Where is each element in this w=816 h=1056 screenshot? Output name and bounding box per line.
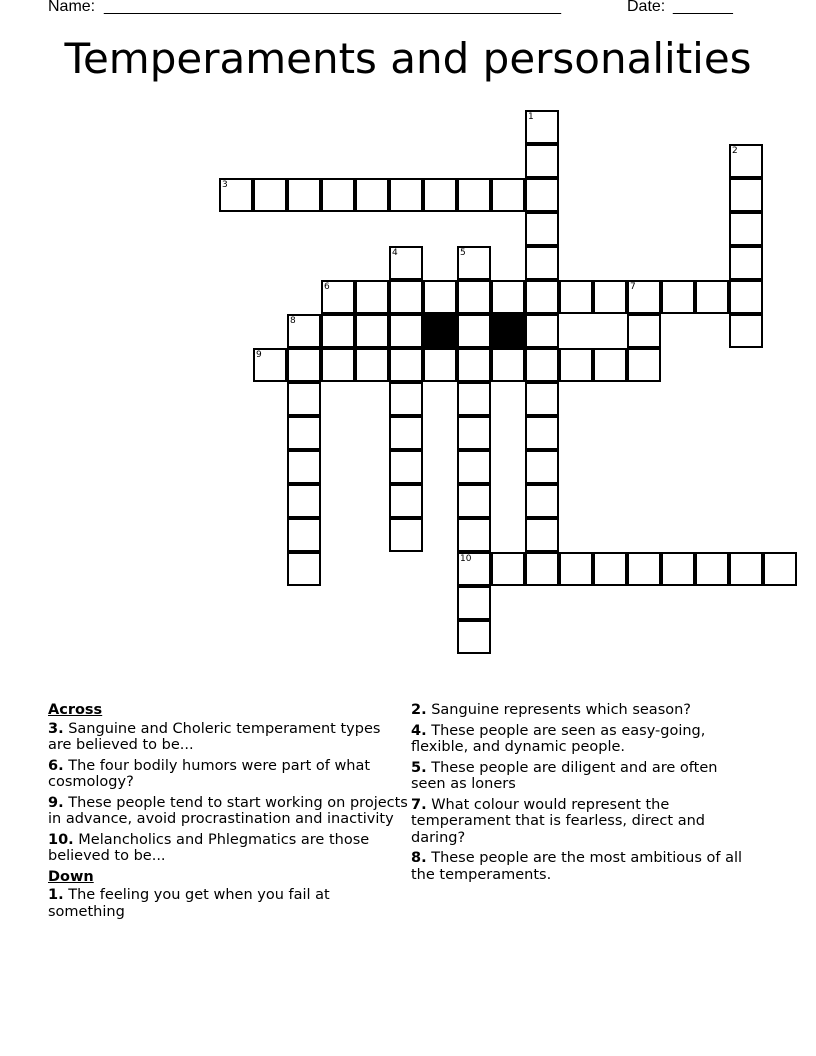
grid-cell[interactable]: [389, 246, 423, 280]
clue-number: 9.: [48, 794, 64, 811]
cell-number: 8: [290, 316, 296, 326]
grid-cell[interactable]: [525, 212, 559, 246]
grid-cell[interactable]: [457, 484, 491, 518]
clue-text: Sanguine and Choleric temperament types are believed to be...: [48, 720, 381, 753]
grid-cell[interactable]: [559, 552, 593, 586]
down-clue-list-right: [411, 702, 751, 883]
grid-cell[interactable]: [729, 144, 763, 178]
clue-number: 3.: [48, 720, 64, 737]
grid-cell[interactable]: [729, 280, 763, 314]
grid-cell[interactable]: [355, 178, 389, 212]
cell-number: 6: [324, 282, 330, 292]
grid-cell[interactable]: [389, 348, 423, 382]
date-label: Date:: [627, 0, 666, 15]
grid-cell[interactable]: [559, 348, 593, 382]
clue-number: 5.: [411, 759, 427, 776]
grid-cell[interactable]: [729, 246, 763, 280]
clue-item: [48, 795, 408, 828]
clue-text: Sanguine represents which season?: [431, 702, 692, 718]
grid-cell[interactable]: [661, 280, 695, 314]
grid-cell[interactable]: [389, 382, 423, 416]
grid-cell[interactable]: [321, 314, 355, 348]
clue-item: [411, 702, 751, 719]
grid-cell[interactable]: [423, 348, 457, 382]
name-field-line[interactable]: _______________________________________________________: [104, 0, 561, 15]
grid-cell[interactable]: [525, 314, 559, 348]
grid-cell[interactable]: [389, 280, 423, 314]
clue-item: [411, 723, 751, 756]
grid-cell[interactable]: [389, 416, 423, 450]
grid-cell[interactable]: [355, 348, 389, 382]
grid-cell[interactable]: [287, 450, 321, 484]
grid-cell[interactable]: [593, 280, 627, 314]
cell-number: 5: [460, 248, 466, 258]
grid-cell[interactable]: [253, 178, 287, 212]
grid-cell[interactable]: [287, 518, 321, 552]
grid-cell[interactable]: [627, 552, 661, 586]
clue-item: [48, 721, 408, 754]
grid-cell[interactable]: [695, 280, 729, 314]
grid-cell[interactable]: [627, 280, 661, 314]
grid-cell[interactable]: [525, 552, 559, 586]
grid-cell[interactable]: [287, 416, 321, 450]
grid-cell[interactable]: [457, 518, 491, 552]
clue-number: 7.: [411, 796, 427, 813]
clue-text: The feeling you get when you fail at something: [48, 887, 330, 920]
clue-item: [48, 758, 408, 791]
grid-cell[interactable]: [729, 552, 763, 586]
grid-cell[interactable]: [457, 348, 491, 382]
black-cell: [491, 314, 525, 348]
down-heading: Down: [48, 868, 94, 885]
grid-cell[interactable]: [287, 314, 321, 348]
grid-cell[interactable]: [457, 620, 491, 654]
clue-number: 2.: [411, 702, 427, 718]
date-field-line[interactable]: _______: [673, 0, 733, 15]
grid-cell[interactable]: [525, 246, 559, 280]
grid-cell[interactable]: [661, 552, 695, 586]
grid-cell[interactable]: [423, 280, 457, 314]
grid-cell[interactable]: [525, 382, 559, 416]
grid-cell[interactable]: [457, 586, 491, 620]
cell-number: 10: [460, 554, 472, 564]
grid-cell[interactable]: [729, 212, 763, 246]
clues-right-column: [411, 700, 751, 887]
grid-cell[interactable]: [355, 314, 389, 348]
clue-item: [411, 797, 751, 847]
grid-cell[interactable]: [287, 484, 321, 518]
cell-number: 2: [732, 146, 738, 156]
across-clue-list: [48, 721, 408, 865]
grid-cell[interactable]: [729, 314, 763, 348]
grid-cell[interactable]: [763, 552, 797, 586]
cell-number: 4: [392, 248, 398, 258]
grid-cell[interactable]: [287, 382, 321, 416]
cell-number: 3: [222, 180, 228, 190]
name-label: Name:: [48, 0, 96, 15]
page-title: Temperaments and personalities: [64, 34, 752, 83]
grid-cell[interactable]: [457, 382, 491, 416]
grid-cell[interactable]: [627, 314, 661, 348]
clues-left-column: [48, 700, 408, 924]
cell-number: 9: [256, 350, 262, 360]
grid-cell[interactable]: [491, 348, 525, 382]
clue-text: What colour would represent the temperament that is fearless, direct and daring?: [411, 796, 705, 846]
clue-text: The four bodily humors were part of what cosmology?: [48, 757, 371, 790]
clue-item: [411, 850, 751, 883]
grid-cell[interactable]: [525, 348, 559, 382]
clue-text: These people are diligent and are often seen as loners: [411, 759, 718, 792]
clue-item: [48, 887, 408, 920]
grid-cell[interactable]: [355, 280, 389, 314]
grid-cell[interactable]: [525, 484, 559, 518]
grid-cell[interactable]: [253, 348, 287, 382]
grid-cell[interactable]: [525, 416, 559, 450]
grid-cell[interactable]: [457, 246, 491, 280]
grid-cell[interactable]: [457, 280, 491, 314]
grid-cell[interactable]: [423, 178, 457, 212]
clue-text: These people tend to start working on projects in advance, avoid procrastination and inactivity: [48, 794, 408, 827]
grid-cell[interactable]: [287, 178, 321, 212]
grid-cell[interactable]: [491, 552, 525, 586]
grid-cell[interactable]: [321, 348, 355, 382]
clue-text: Melancholics and Phlegmatics are those believed to be...: [48, 831, 370, 864]
clue-number: 4.: [411, 722, 427, 739]
clue-text: These people are seen as easy-going, flexible, and dynamic people.: [411, 722, 706, 755]
black-cell: [423, 314, 457, 348]
grid-cell[interactable]: [457, 450, 491, 484]
grid-cell[interactable]: [525, 280, 559, 314]
grid-cell[interactable]: [457, 178, 491, 212]
clue-number: 1.: [48, 887, 64, 903]
clue-item: [411, 760, 751, 793]
grid-cell[interactable]: [593, 552, 627, 586]
clue-number: 8.: [411, 850, 427, 866]
clue-number: 6.: [48, 757, 64, 774]
grid-cell[interactable]: [457, 552, 491, 586]
grid-cell[interactable]: [389, 178, 423, 212]
grid-cell[interactable]: [287, 348, 321, 382]
grid-cell[interactable]: [457, 416, 491, 450]
grid-cell[interactable]: [695, 552, 729, 586]
across-heading: Across: [48, 702, 103, 718]
cell-number: 1: [528, 112, 534, 122]
cell-number: 7: [630, 282, 636, 292]
grid-cell[interactable]: [321, 280, 355, 314]
grid-cell[interactable]: [627, 348, 661, 382]
grid-cell[interactable]: [593, 348, 627, 382]
clue-number: 10.: [48, 831, 74, 848]
clue-text: These people are the most ambitious of all the temperaments.: [411, 850, 743, 883]
grid-cell[interactable]: [389, 314, 423, 348]
grid-cell[interactable]: [525, 110, 559, 144]
grid-cell[interactable]: [389, 484, 423, 518]
grid-cell[interactable]: [491, 280, 525, 314]
grid-cell[interactable]: [559, 280, 593, 314]
grid-cell[interactable]: [525, 144, 559, 178]
grid-cell[interactable]: [457, 314, 491, 348]
grid-cell[interactable]: [321, 178, 355, 212]
grid-cell[interactable]: [389, 518, 423, 552]
down-clue-list-left: [48, 887, 408, 920]
grid-cell[interactable]: [287, 552, 321, 586]
grid-cell[interactable]: [525, 450, 559, 484]
grid-cell[interactable]: [219, 178, 253, 212]
clue-item: [48, 832, 408, 865]
grid-cell[interactable]: [491, 178, 525, 212]
grid-cell[interactable]: [389, 450, 423, 484]
grid-cell[interactable]: [525, 178, 559, 212]
grid-cell[interactable]: [729, 178, 763, 212]
grid-cell[interactable]: [525, 518, 559, 552]
